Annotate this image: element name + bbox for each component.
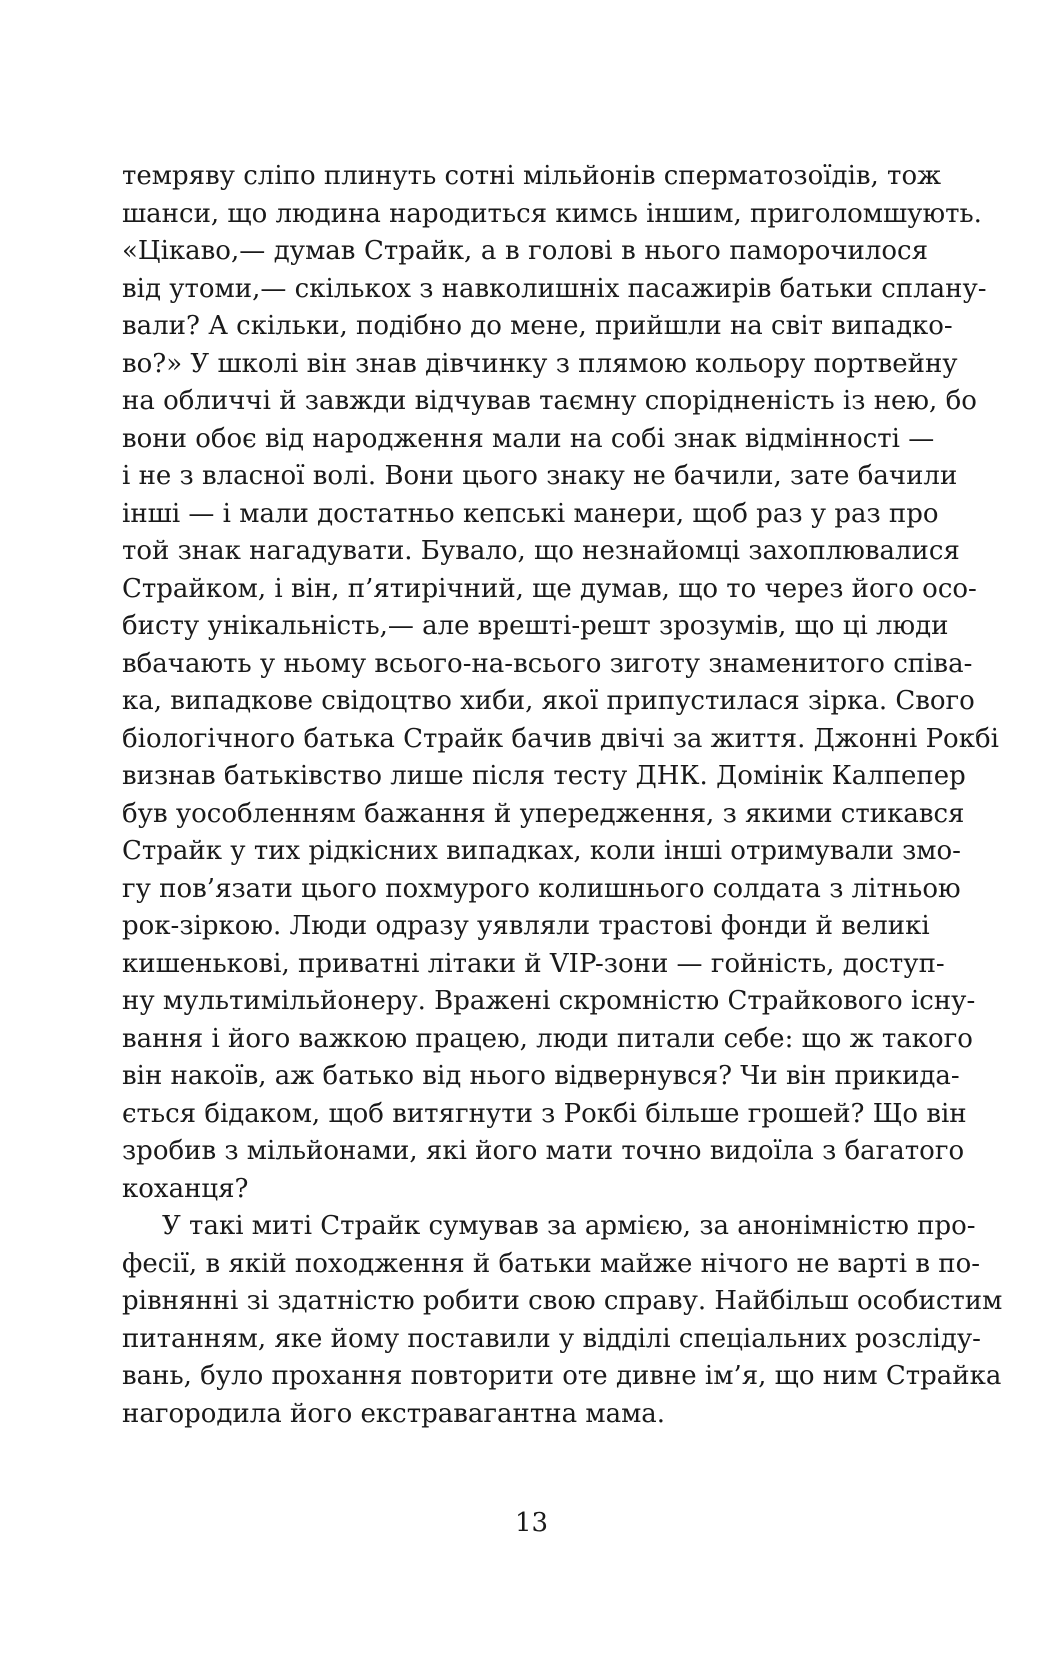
text-line: ється бідаком, щоб витягнути з Рокбі більше грошей? Що він [122, 1098, 967, 1129]
text-line: гу пов’язати цього похмурого колишнього солдата з літньою [122, 873, 961, 904]
page-number: 13 [514, 1508, 549, 1538]
text-line: нагородила його екстравагантна мама. [122, 1398, 666, 1429]
text-line: У такі миті Страйк сумував за армією, за анонімністю про- [162, 1211, 976, 1241]
text-line: вань, було прохання повторити оте дивне ім’я, що ним Страйка [122, 1361, 1002, 1391]
text-line: біологічного батька Страйк бачив двічі за життя. Джонні Рокбі [122, 723, 999, 754]
text-line: рок-зіркою. Люди одразу уявляли трастові фонди й великі [122, 911, 930, 941]
text-line: ка, випадкове свідоцтво хиби, якої припустилася зірка. Свого [122, 686, 975, 716]
text-line: був уособленням бажання й упередження, з якими стикався [122, 798, 965, 829]
text-line: во?» У школі він знав дівчинку з плямою кольору портвейну [122, 348, 958, 379]
text-line: темряву сліпо плинуть сотні мільйонів сперматозоїдів, тож [122, 161, 942, 191]
text-line: Страйком, і він, п’ятирічний, ще думав, що то через його осо- [122, 573, 977, 604]
text-line: визнав батьківство лише після тесту ДНК. Домінік Калпепер [122, 761, 966, 791]
text-line: шанси, що людина народиться кимсь іншим, приголомшують. [122, 198, 982, 229]
text-line: фесії, в якій походження й батьки майже нічого не варті в по- [122, 1248, 981, 1279]
text-line: він накоїв, аж батько від нього відвернувся? Чи він прикида- [122, 1061, 960, 1091]
text-line: вання і його важкою працею, люди питали себе: що ж такого [122, 1023, 973, 1054]
text-line: вбачають у ньому всього-на-всього зиготу знаменитого співа- [122, 648, 973, 679]
body-text [122, 158, 1003, 1433]
text-line: той знак нагадувати. Бувало, що незнайомці захоплювалися [122, 536, 960, 566]
text-line: і не з власної волі. Вони цього знаку не бачили, зате бачили [122, 461, 958, 491]
text-line: бисту унікальність,— але врешті-решт зрозумів, що ці люди [122, 611, 949, 641]
text-line: зробив з мільйонами, які його мати точно видоїла з багатого [122, 1136, 965, 1166]
text-line: ну мультимільйонеру. Вражені скромністю Страйкового існу- [122, 986, 976, 1016]
text-line: вони обоє від народження мали на собі знак відмінності — [122, 423, 935, 454]
text-line: коханця? [122, 1173, 249, 1204]
text-line: вали? А скільки, подібно до мене, прийшли на світ випадко- [122, 311, 953, 341]
text-line: кишенькові, приватні літаки й VIP-зони — гойність, доступ- [122, 948, 945, 979]
text-line: Страйк у тих рідкісних випадках, коли інші отримували змо- [122, 836, 961, 866]
text-line: питанням, яке йому поставили у відділі спеціальних розсліду- [122, 1323, 981, 1354]
text-line: на обличчі й завжди відчував таємну спорідненість із нею, бо [122, 386, 977, 416]
text-line: «Цікаво,— думав Страйк, а в голові в нього паморочилося [122, 236, 928, 266]
text-line: рівнянні зі здатністю робити свою справу. Найбільш особистим [122, 1286, 1003, 1316]
text-line: інші — і мали достатньо кепські манери, щоб раз у раз про [122, 498, 939, 529]
text-line: від утоми,— скількох з навколишніх пасажирів батьки сплану- [122, 273, 987, 304]
